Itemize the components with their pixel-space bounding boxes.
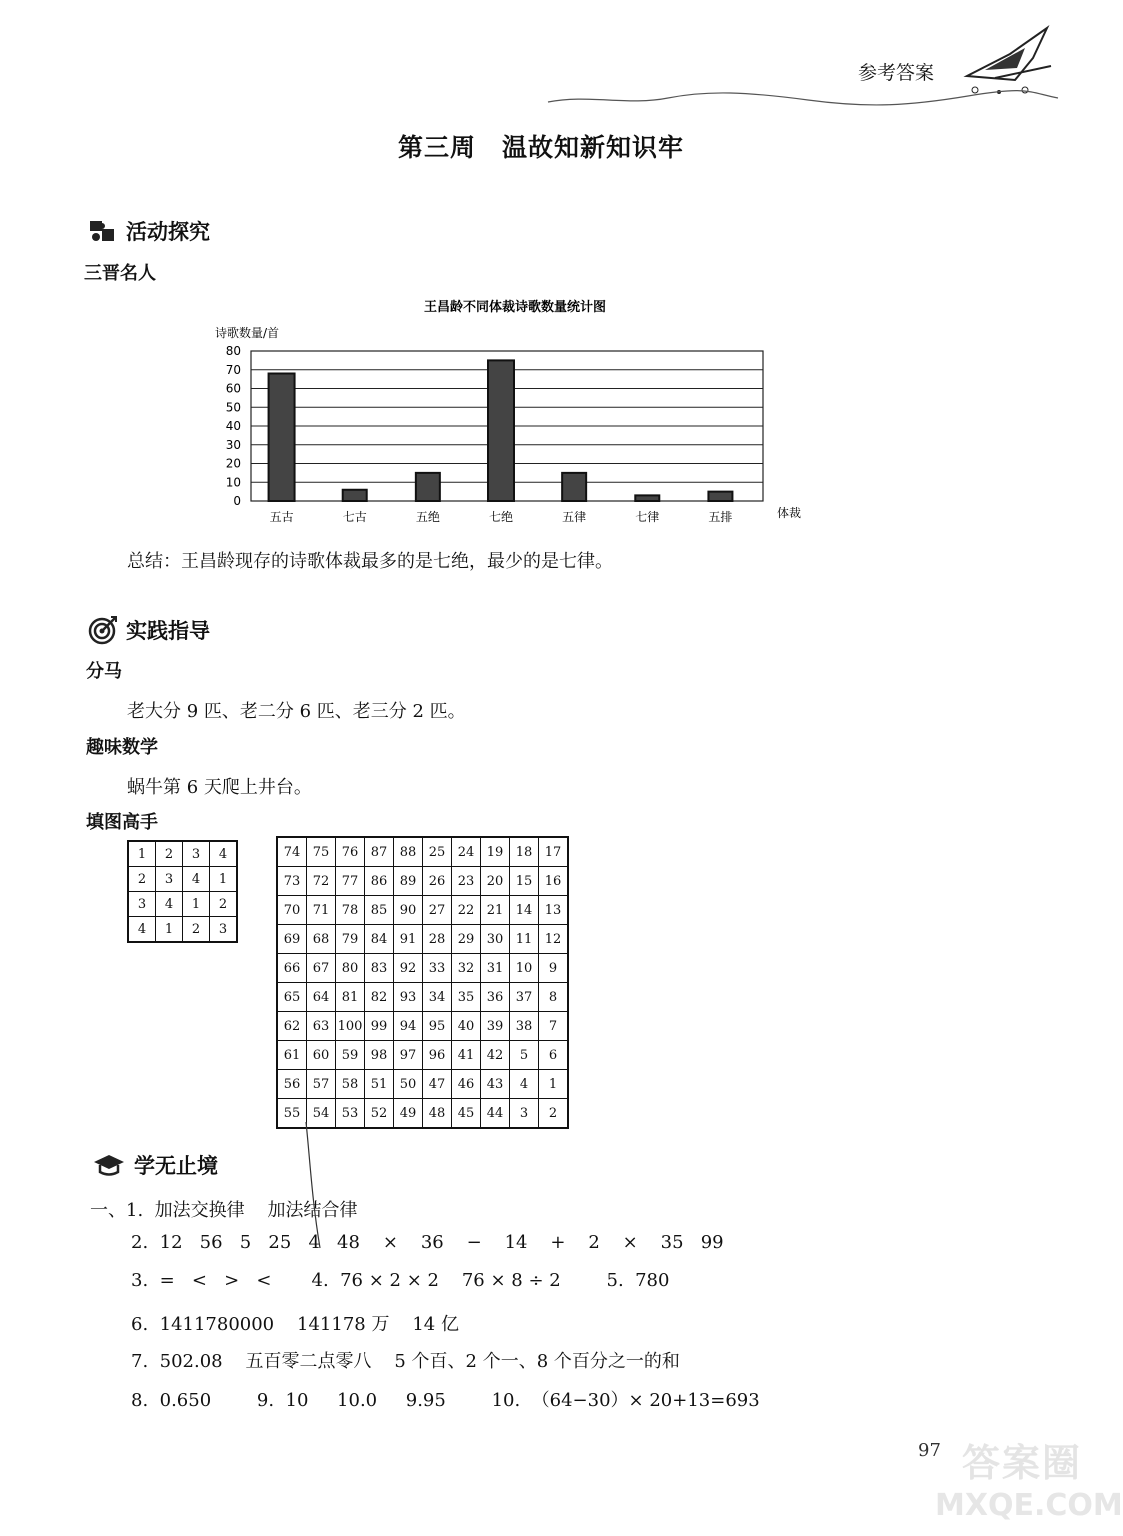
x-tick-label: 七绝 [488,510,514,524]
activity-summary: 总结：王昌龄现存的诗歌体裁最多的是七绝，最少的是七律。 [127,551,613,572]
big-grid-cell: 1 [539,1070,569,1099]
y-tick-label: 20 [225,456,241,471]
big-grid-cell: 20 [481,867,510,896]
big-grid-cell: 9 [539,954,569,983]
small-grid-cell: 1 [210,867,238,892]
y-tick-label: 30 [225,437,241,452]
big-grid-cell: 34 [423,983,452,1012]
big-grid-row [277,954,568,983]
activity-topic: 三晋名人 [84,263,156,284]
big-grid-row [277,1041,568,1070]
y-axis-label: 诗歌数量/首 [215,326,280,340]
big-grid-row [277,1012,568,1041]
big-grid-cell: 33 [423,954,452,983]
big-grid-cell: 100 [336,1012,365,1041]
big-grid-cell: 15 [510,867,539,896]
x-tick-label: 五古 [269,510,294,524]
big-grid-cell: 26 [423,867,452,896]
small-grid-cell: 4 [128,917,156,943]
small-grid-cell: 4 [183,867,210,892]
small-grid-row [128,892,237,917]
big-grid-cell: 48 [423,1099,452,1129]
big-grid-row [277,867,568,896]
big-grid-cell: 3 [510,1099,539,1129]
section-practice-heading [88,615,210,645]
big-grid-cell: 17 [539,837,569,867]
fenma-answer: 老大分 9 匹、老二分 6 匹、老三分 2 匹。 [127,701,466,722]
pen-stroke-mark [300,1120,330,1250]
big-grid-cell: 80 [336,954,365,983]
big-grid-cell: 27 [423,896,452,925]
big-grid-cell: 47 [423,1070,452,1099]
big-grid-cell: 39 [481,1012,510,1041]
bar-七律 [635,495,659,501]
big-grid-cell: 50 [394,1070,423,1099]
big-grid-cell: 2 [539,1099,569,1129]
small-grid-row [128,841,237,867]
big-grid-cell: 89 [394,867,423,896]
big-grid-cell: 12 [539,925,569,954]
big-grid-row [277,925,568,954]
big-grid-cell: 69 [277,925,307,954]
big-grid-cell: 60 [307,1041,336,1070]
big-grid-cell: 85 [365,896,394,925]
section-learning-title: 学无止境 [134,1154,218,1178]
bar-七古 [343,490,367,501]
watermark-logo: 答案圈 [962,1441,1083,1485]
big-grid-cell: 98 [365,1041,394,1070]
quwei-answer: 蜗牛第 6 天爬上井台。 [127,777,312,798]
header-label: 参考答案 [858,62,935,84]
big-grid-cell: 51 [365,1070,394,1099]
big-grid-cell: 91 [394,925,423,954]
x-tick-label: 七古 [342,510,367,524]
y-tick-label: 10 [225,475,241,490]
small-grid-cell: 3 [210,917,238,943]
big-grid-cell: 76 [336,837,365,867]
big-grid-cell: 65 [277,983,307,1012]
big-grid-cell: 8 [539,983,569,1012]
x-axis-label: 体裁 [776,506,802,520]
big-grid-cell: 52 [365,1099,394,1129]
big-grid-cell: 35 [452,983,481,1012]
answer-line-2: 2. 12 56 5 25 4 48 × 36 − 14 + 2 × 35 99 [131,1232,724,1253]
big-grid-cell: 72 [307,867,336,896]
big-grid-cell: 62 [277,1012,307,1041]
big-grid-cell: 28 [423,925,452,954]
watermark-url: MXQE.COM [935,1488,1123,1523]
bar-五古 [269,374,295,502]
big-grid-cell: 11 [510,925,539,954]
small-grid-cell: 1 [156,917,183,943]
big-grid-cell: 87 [365,837,394,867]
y-tick-label: 0 [233,494,241,508]
header-wave-line [548,86,1058,110]
section-activity-title: 活动探究 [126,220,210,244]
big-grid-cell: 40 [452,1012,481,1041]
big-grid-row [277,983,568,1012]
answer-line-6: 8. 0.650 9. 10 10.0 9.95 10. （64−30）× 20+13=693 [131,1390,760,1411]
big-grid-cell: 16 [539,867,569,896]
big-grid-cell: 13 [539,896,569,925]
small-grid-cell: 3 [183,841,210,867]
small-grid-cell: 3 [156,867,183,892]
big-grid-cell: 5 [510,1041,539,1070]
big-grid-cell: 44 [481,1099,510,1129]
big-grid-cell: 19 [481,837,510,867]
big-grid-cell: 81 [336,983,365,1012]
big-grid-cell: 59 [336,1041,365,1070]
big-grid-cell: 90 [394,896,423,925]
x-tick-label: 五排 [708,510,733,524]
big-grid-cell: 67 [307,954,336,983]
answer-line-5: 7. 502.08 五百零二点零八 5 个百、2 个一、8 个百分之一的和 [131,1351,680,1372]
fenma-title: 分马 [86,661,122,682]
big-grid-row [277,1070,568,1099]
big-grid-cell: 6 [539,1041,569,1070]
bar-chart [205,295,825,535]
small-grid-cell: 3 [128,892,156,917]
quwei-title: 趣味数学 [86,737,158,758]
small-grid-table [127,840,238,943]
big-grid-cell: 88 [394,837,423,867]
small-grid-cell: 2 [156,841,183,867]
section-learning-heading [92,1150,218,1180]
small-grid-cell: 2 [183,917,210,943]
big-grid-cell: 97 [394,1041,423,1070]
big-grid-cell: 21 [481,896,510,925]
big-grid-cell: 4 [510,1070,539,1099]
big-grid-cell: 7 [539,1012,569,1041]
x-tick-label: 七律 [635,510,660,524]
y-tick-label: 70 [225,362,241,377]
big-grid-cell: 46 [452,1070,481,1099]
big-grid-cell: 73 [277,867,307,896]
big-grid-cell: 42 [481,1041,510,1070]
big-grid-cell: 93 [394,983,423,1012]
y-tick-label: 80 [225,344,241,358]
graduation-cap-icon [92,1152,126,1178]
big-grid-cell: 49 [394,1099,423,1129]
small-grid-cell: 2 [128,867,156,892]
big-grid-cell: 84 [365,925,394,954]
big-grid-cell: 43 [481,1070,510,1099]
big-grid-cell: 41 [452,1041,481,1070]
big-grid-cell: 70 [277,896,307,925]
answer-line-1: 一、1. 加法交换律 加法结合律 [90,1200,358,1221]
big-grid-cell: 18 [510,837,539,867]
big-grid-cell: 92 [394,954,423,983]
big-grid-cell: 77 [336,867,365,896]
big-grid-cell: 30 [481,925,510,954]
big-grid-cell: 22 [452,896,481,925]
answer-line-3: 3. = < > < 4. 76 × 2 × 2 76 × 8 ÷ 2 5. 780 [131,1270,670,1291]
big-grid-cell: 31 [481,954,510,983]
small-grid-row [128,917,237,943]
page-title: 第三周 温故知新知识牢 [397,133,684,162]
answer-line-4: 6. 1411780000 141178 万 14 亿 [131,1314,459,1335]
bar-五排 [708,492,732,501]
big-grid-cell: 86 [365,867,394,896]
target-icon [88,615,118,645]
big-number-grid [276,836,569,1129]
big-grid-cell: 24 [452,837,481,867]
big-grid-cell: 10 [510,954,539,983]
small-grid-cell: 1 [183,892,210,917]
big-grid-cell: 68 [307,925,336,954]
bar-七绝 [488,360,514,501]
page-number: 97 [918,1440,941,1461]
bar-chart-svg [205,295,825,535]
big-grid-cell: 66 [277,954,307,983]
small-number-grid [127,840,238,943]
y-tick-label: 60 [225,381,241,396]
big-grid-cell: 99 [365,1012,394,1041]
small-grid-cell: 4 [210,841,238,867]
big-grid-cell: 38 [510,1012,539,1041]
y-tick-label: 40 [225,419,241,433]
big-grid-cell: 71 [307,896,336,925]
section-practice-title: 实践指导 [126,619,210,643]
small-grid-cell: 4 [156,892,183,917]
big-grid-cell: 29 [452,925,481,954]
big-grid-cell: 78 [336,896,365,925]
bar-五律 [562,473,586,501]
big-grid-row [277,896,568,925]
big-grid-cell: 56 [277,1070,307,1099]
big-grid-cell: 32 [452,954,481,983]
big-grid-cell: 63 [307,1012,336,1041]
big-grid-cell: 82 [365,983,394,1012]
big-grid-cell: 36 [481,983,510,1012]
big-grid-cell: 96 [423,1041,452,1070]
big-grid-cell: 23 [452,867,481,896]
small-grid-cell: 1 [128,841,156,867]
big-grid-cell: 95 [423,1012,452,1041]
big-grid-cell: 14 [510,896,539,925]
bar-五绝 [416,473,440,501]
big-grid-cell: 61 [277,1041,307,1070]
puzzle-icon [88,217,118,245]
big-grid-cell: 79 [336,925,365,954]
tiantu-title: 填图高手 [86,812,158,833]
big-grid-cell: 57 [307,1070,336,1099]
small-grid-cell: 2 [210,892,238,917]
x-tick-label: 五绝 [415,510,440,524]
big-grid-cell: 25 [423,837,452,867]
big-grid-cell: 45 [452,1099,481,1129]
big-grid-row [277,837,568,867]
section-activity-heading [88,216,210,246]
big-grid-cell: 54 [307,1099,336,1129]
big-grid-cell: 83 [365,954,394,983]
big-grid-table [276,836,569,1129]
big-grid-cell: 55 [277,1099,307,1129]
x-tick-label: 五律 [562,510,587,524]
big-grid-cell: 75 [307,837,336,867]
big-grid-cell: 94 [394,1012,423,1041]
big-grid-cell: 53 [336,1099,365,1129]
big-grid-cell: 74 [277,837,307,867]
chart-title: 王昌龄不同体裁诗歌数量统计图 [423,300,607,315]
small-grid-row [128,867,237,892]
big-grid-cell: 58 [336,1070,365,1099]
y-tick-label: 50 [225,400,241,415]
big-grid-cell: 37 [510,983,539,1012]
big-grid-cell: 64 [307,983,336,1012]
